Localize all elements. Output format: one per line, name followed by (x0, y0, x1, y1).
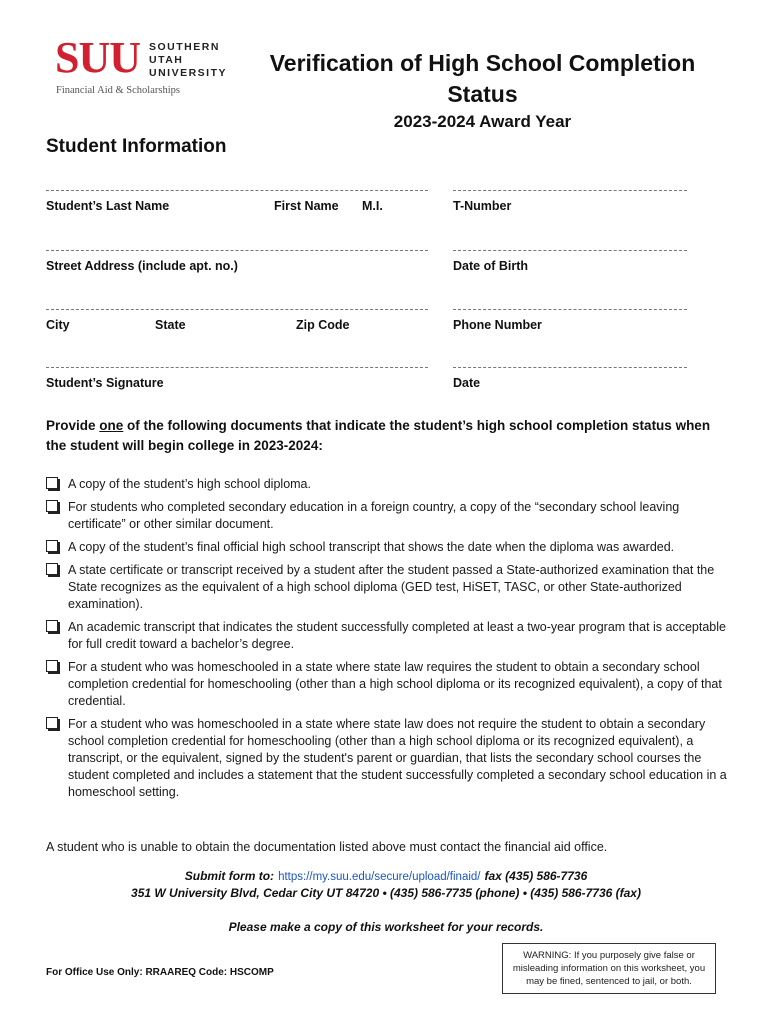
city-label: City (46, 318, 70, 332)
submit-label: Submit form to: (184, 869, 275, 883)
title-line-1: Verification of High School Completion (269, 50, 696, 76)
city-state-zip-field-line[interactable] (46, 309, 428, 310)
checkbox-icon[interactable] (46, 620, 58, 632)
option-text: For a student who was homeschooled in a state where state law requires the student to obtain a secondary school completion credential for homeschooling (other than a high school diploma or its recognized equivalent), a copy of that credential. (68, 660, 722, 708)
office-use-only: For Office Use Only: RRAAREQ Code: HSCOMP (46, 967, 274, 978)
address-line: 351 W University Blvd, Cedar City UT 84720 • (435) 586-7735 (phone) • (435) 586-7736 (fax) (131, 886, 641, 900)
option-foreign-certificate (46, 499, 728, 533)
copy-note: Please make a copy of this worksheet for your records. (228, 920, 544, 934)
dob-label: Date of Birth (453, 259, 528, 273)
logo-word-utah: UTAH (149, 54, 184, 66)
mi-label: M.I. (362, 199, 383, 213)
date-label: Date (453, 376, 481, 390)
option-state-certificate (46, 562, 728, 613)
checkbox-icon[interactable] (46, 540, 58, 552)
dob-field-line[interactable] (453, 250, 687, 251)
document-options-list (46, 476, 728, 807)
phone-label: Phone Number (453, 318, 542, 332)
checkbox-icon[interactable] (46, 660, 58, 672)
option-text: For students who completed secondary education in a foreign country, a copy of the “secondary school leaving certificate” or other similar document. (68, 500, 680, 531)
state-label: State (155, 318, 186, 332)
first-name-label: First Name (274, 199, 339, 213)
checkbox-icon[interactable] (46, 500, 58, 512)
date-field-line[interactable] (453, 367, 687, 368)
option-text: For a student who was homeschooled in a state where state law does not require the student to obtain a secondary school completion credential for homeschooling (other than a high school diploma or its recognized equivalent), a transcript, or the equivalent, signed by the student's parent or guardian, that lists the secondary school courses the student completed and includes a statement that the student successfully completed a secondary school education in a homeschool setting. (68, 717, 727, 799)
suu-logo-wordmark (149, 41, 227, 80)
signature-field-line[interactable] (46, 367, 428, 368)
last-name-label: Student’s Last Name (46, 199, 170, 213)
option-homeschool-credential (46, 659, 728, 710)
option-transcript (46, 539, 728, 556)
option-homeschool-transcript (46, 716, 728, 801)
suu-logo-mark: SUU (55, 33, 141, 82)
submit-line (46, 869, 726, 883)
checkbox-icon[interactable] (46, 563, 58, 575)
student-info-heading: Student Information (46, 136, 227, 157)
unable-note: A student who is unable to obtain the documentation listed above must contact the financial aid office. (46, 840, 608, 854)
option-diploma (46, 476, 728, 493)
checkbox-icon[interactable] (46, 477, 58, 489)
zip-label: Zip Code (296, 318, 350, 332)
option-text: A copy of the student’s high school diploma. (68, 477, 311, 491)
t-number-label: T-Number (453, 199, 512, 213)
checkbox-icon[interactable] (46, 717, 58, 729)
provide-post: of the following documents that indicate the student’s high school completion status when the student will begin college in 2023-2024: (46, 418, 711, 453)
submit-url-link[interactable]: https://my.suu.edu/secure/upload/finaid/ (278, 871, 481, 883)
submit-fax: fax (435) 586-7736 (484, 869, 588, 883)
option-text: A state certificate or transcript received by a student after the student passed a State-authorized examination that the State recognizes as the equivalent of a high school diploma (GED test, HiSET, TASC, or other State-authorized examination). (68, 563, 715, 611)
provide-instructions (46, 416, 726, 456)
option-academic-transcript (46, 619, 728, 653)
last-name-field-line[interactable] (46, 190, 428, 191)
warning-box: WARNING: If you purposely give false or misleading information on this worksheet, you may be fined, sentenced to jail, or both. (502, 943, 716, 994)
logo-word-university: UNIVERSITY (149, 67, 228, 79)
phone-field-line[interactable] (453, 309, 687, 310)
logo-subtitle: Financial Aid & Scholarships (56, 85, 180, 96)
option-text: A copy of the student’s final official high school transcript that shows the date when the diploma was awarded. (68, 540, 675, 554)
logo-word-southern: SOUTHERN (149, 41, 220, 53)
t-number-field-line[interactable] (453, 190, 687, 191)
street-label: Street Address (include apt. no.) (46, 259, 238, 273)
page-title (255, 48, 710, 110)
street-field-line[interactable] (46, 250, 428, 251)
provide-one: one (99, 418, 124, 433)
provide-pre: Provide (46, 418, 100, 433)
signature-label: Student’s Signature (46, 376, 164, 390)
option-text: An academic transcript that indicates the student successfully completed at least a two-year program that is acceptable for full credit toward a bachelor’s degree. (68, 620, 726, 651)
award-year: 2023-2024 Award Year (393, 112, 572, 131)
title-line-2: Status (447, 81, 518, 107)
